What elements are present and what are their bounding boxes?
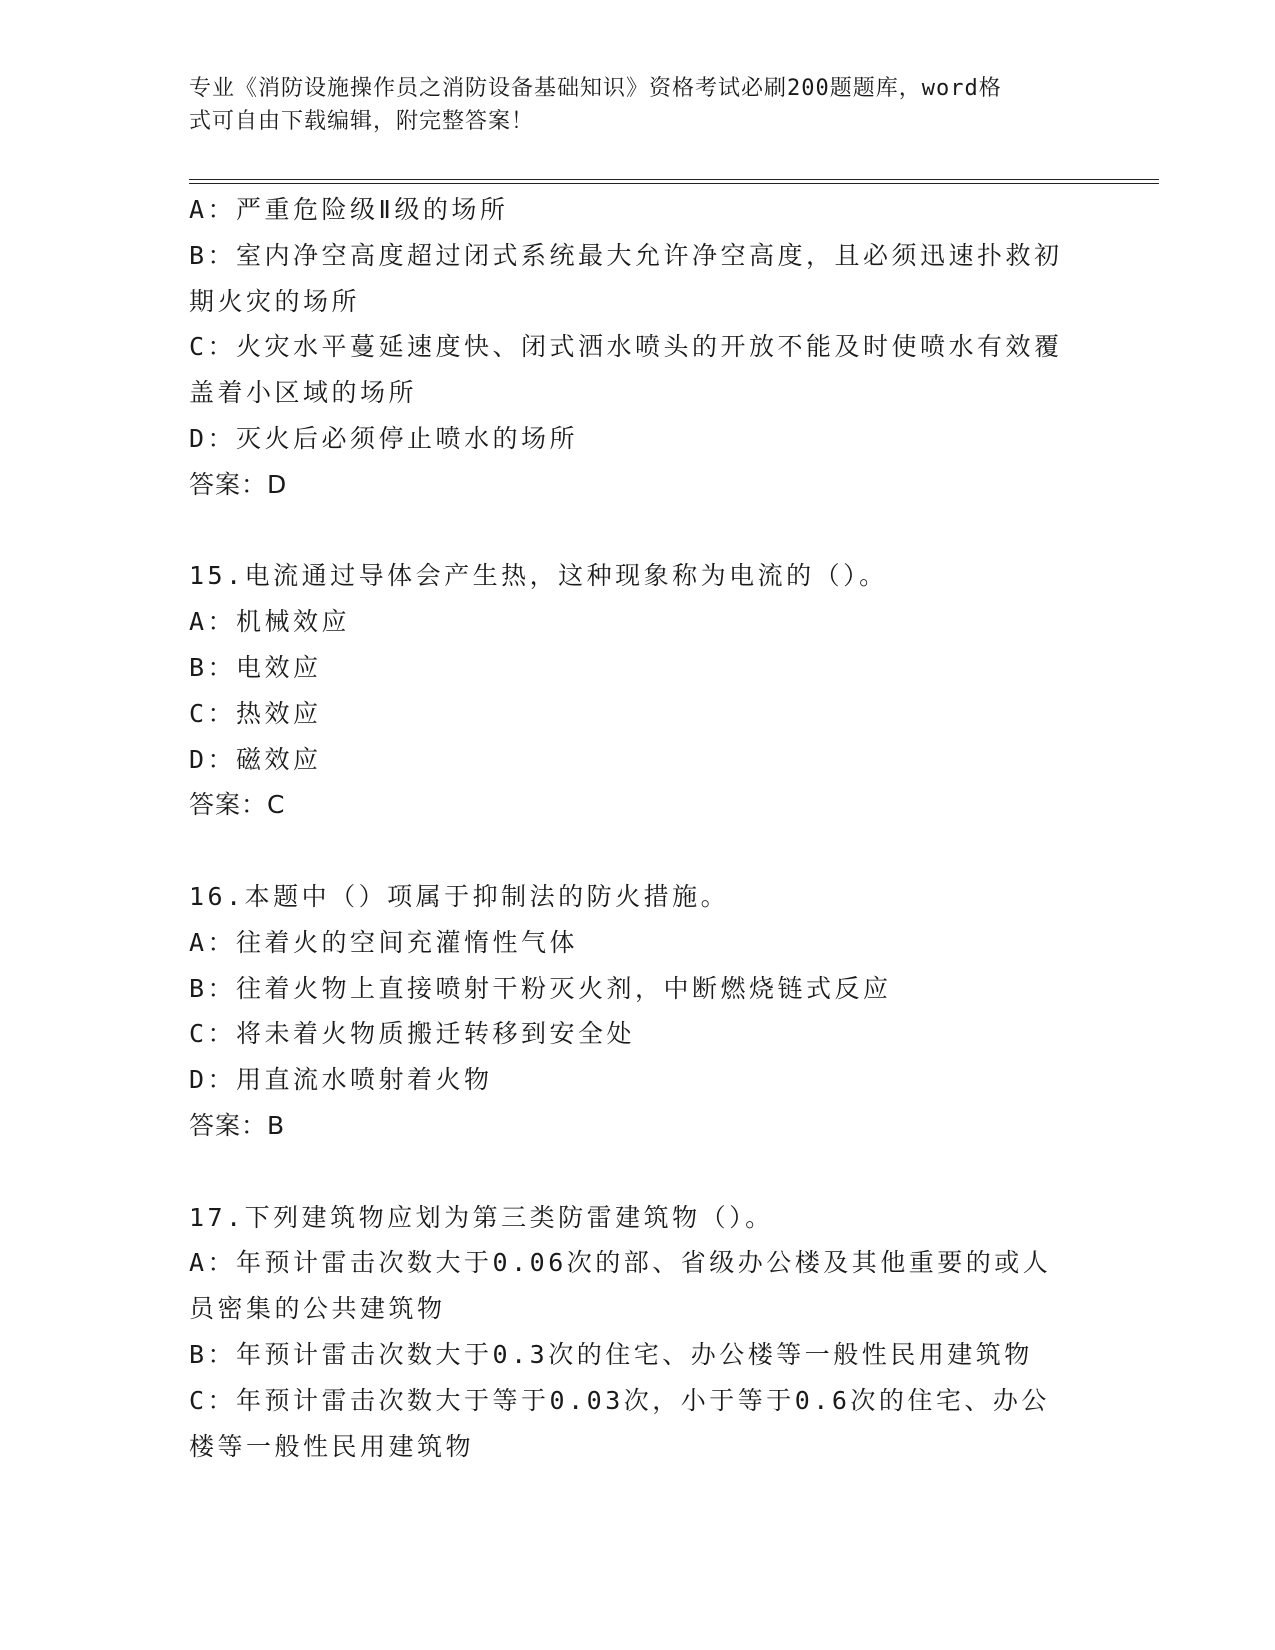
- q15-option-a: A：机械效应: [189, 607, 351, 637]
- q16-question: 16.本题中（）项属于抑制法的防火措施。: [189, 881, 730, 911]
- spacer: [189, 828, 1089, 874]
- header-divider-top: [189, 179, 1159, 180]
- q16-option-d: D：用直流水喷射着火物: [189, 1065, 493, 1095]
- spacer: [189, 508, 1089, 554]
- q17-option-c-line2: 楼等一般性民用建筑物: [189, 1431, 475, 1461]
- q14-option-c-line1: C：火灾水平蔓延速度快、闭式洒水喷头的开放不能及时使喷水有效覆: [189, 332, 1063, 362]
- q17-option-b: B：年预计雷击次数大于0.3次的住宅、办公楼等一般性民用建筑物: [189, 1339, 1033, 1369]
- spacer: [189, 1149, 1089, 1195]
- q15-option-d: D：磁效应: [189, 744, 322, 774]
- q17-option-c-line1: C：年预计雷击次数大于等于0.03次，小于等于0.6次的住宅、办公: [189, 1385, 1050, 1415]
- q15-answer: 答案：C: [189, 790, 286, 820]
- q16-option-c: C：将未着火物质搬迁转移到安全处: [189, 1019, 636, 1049]
- q17-option-a-line2: 员密集的公共建筑物: [189, 1294, 446, 1324]
- header-line-2: 式可自由下载编辑，附完整答案！: [189, 109, 535, 134]
- q14-answer: 答案：D: [189, 469, 288, 499]
- q17-question: 17.下列建筑物应划为第三类防雷建筑物（）。: [189, 1202, 774, 1232]
- q14-option-b-line2: 期火灾的场所: [189, 286, 361, 316]
- q16-answer: 答案：B: [189, 1110, 286, 1140]
- q16-option-b: B：往着火物上直接喷射干粉灭火剂，中断燃烧链式反应: [189, 973, 892, 1003]
- q16-option-a: A：往着火的空间充灌惰性气体: [189, 927, 579, 957]
- q17-option-a-line1: A：年预计雷击次数大于0.06次的部、省级办公楼及其他重要的或人: [189, 1248, 1052, 1278]
- question-content: [189, 187, 1089, 1469]
- q15-option-b: B：电效应: [189, 652, 322, 682]
- q14-option-c-line2: 盖着小区域的场所: [189, 378, 418, 408]
- document-header: [189, 72, 1069, 138]
- q14-option-b-line1: B：室内净空高度超过闭式系统最大允许净空高度，且必须迅速扑救初: [189, 240, 1063, 270]
- q15-question: 15.电流通过导体会产生热，这种现象称为电流的（）。: [189, 561, 888, 591]
- q14-option-a: A：严重危险级Ⅱ级的场所: [189, 195, 509, 224]
- header-line-1: 专业《消防设施操作员之消防设备基础知识》资格考试必刷200题题库，word格: [189, 76, 1002, 101]
- q15-option-c: C：热效应: [189, 698, 322, 728]
- header-divider-bottom: [189, 183, 1159, 184]
- q14-option-d: D：灭火后必须停止喷水的场所: [189, 423, 579, 453]
